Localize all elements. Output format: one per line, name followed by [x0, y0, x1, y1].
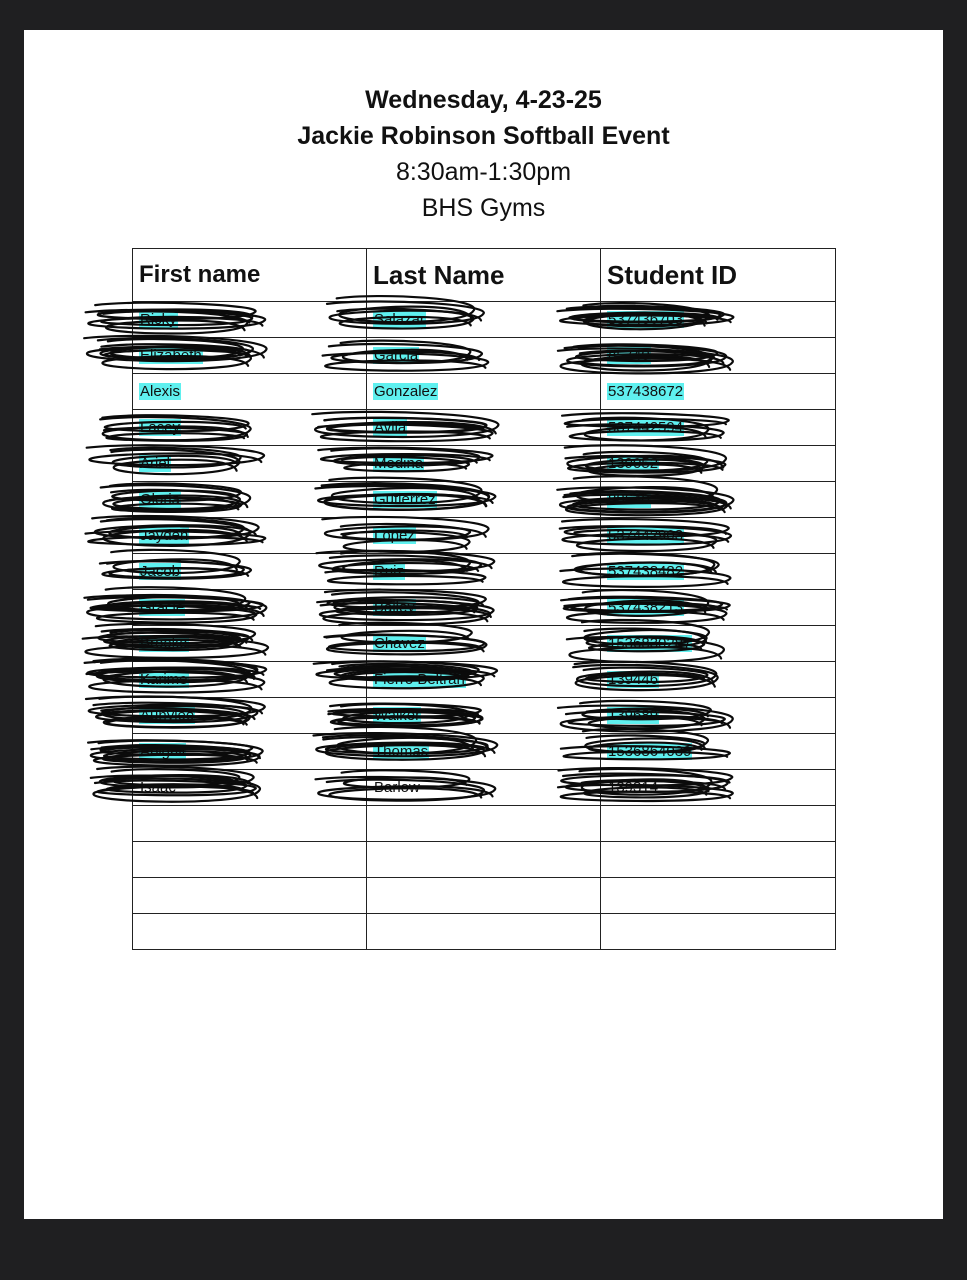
last-name-cell [367, 482, 601, 518]
table-row [133, 914, 836, 950]
cell-text: Abigail [140, 743, 186, 760]
cell-text [139, 923, 141, 940]
cell-text: Ariel [140, 455, 171, 472]
cell-text: Gloria [140, 491, 181, 508]
cell-text: Chavez [374, 635, 425, 652]
table-row [133, 590, 836, 626]
student-id-cell [601, 518, 836, 554]
table-row [133, 518, 836, 554]
first-name-cell [133, 482, 367, 518]
table-row [133, 842, 836, 878]
last-name-cell [367, 806, 601, 842]
cell-text [607, 851, 609, 868]
student-id-cell [601, 698, 836, 734]
cell-text: Bailey [374, 599, 415, 616]
cell-text [373, 923, 375, 940]
first-name-cell [133, 878, 367, 914]
cell-text: Garcia [374, 347, 419, 364]
cell-text [373, 851, 375, 868]
first-name-cell [133, 338, 367, 374]
column-header-last-name: Last Name [367, 249, 601, 302]
column-header-student-id: Student ID [601, 249, 836, 302]
last-name-cell [367, 302, 601, 338]
event-date: Wednesday, 4-23-25 [365, 86, 602, 114]
last-name-cell [367, 410, 601, 446]
student-id-cell [601, 878, 836, 914]
first-name-cell [133, 842, 367, 878]
student-id-cell [601, 302, 836, 338]
cell-text: Gutierrez [374, 491, 436, 508]
cell-text: 537436703 [608, 311, 684, 328]
cell-text: Lopez [374, 527, 415, 544]
table-row [133, 698, 836, 734]
cell-text: 537442594 [608, 419, 684, 436]
table-row [133, 734, 836, 770]
first-name-cell [133, 770, 367, 806]
cell-text: 139446 [608, 671, 659, 688]
last-name-cell [367, 446, 601, 482]
cell-text: 1536830287 [608, 635, 692, 652]
student-id-cell [601, 914, 836, 950]
last-name-cell [367, 914, 601, 950]
last-name-cell [367, 662, 601, 698]
cell-text: 537438213 [608, 599, 684, 616]
cell-text: Elizabeth [140, 347, 202, 364]
cell-text: Medina [374, 455, 424, 472]
cell-text: Gracie [140, 599, 185, 616]
first-name-cell [133, 446, 367, 482]
last-name-cell [367, 698, 601, 734]
first-name-cell [133, 662, 367, 698]
student-id-cell [601, 374, 836, 410]
cell-text: Lacey [140, 419, 181, 436]
student-id-cell [601, 590, 836, 626]
cell-text: 85740 [608, 347, 650, 364]
table-row [133, 554, 836, 590]
last-name-cell [367, 338, 601, 374]
last-name-cell [367, 734, 601, 770]
student-id-cell [601, 770, 836, 806]
cell-text: Jacob [140, 563, 181, 580]
cell-text: 139689 [608, 707, 659, 724]
cell-text: Ruiz [374, 563, 405, 580]
student-id-cell [601, 410, 836, 446]
table-row [133, 482, 836, 518]
cell-text: 1536864039 [608, 743, 692, 760]
last-name-cell [367, 374, 601, 410]
cell-text: 537442903 [608, 527, 684, 544]
cell-text: Jayden [140, 527, 189, 544]
table-row [133, 410, 836, 446]
event-time: 8:30am-1:30pm [395, 158, 572, 186]
document-page [24, 30, 943, 1219]
cell-text: 139052 [608, 455, 659, 472]
cell-text: Avila [374, 419, 407, 436]
first-name-cell [133, 554, 367, 590]
cell-text: 88640 [608, 491, 650, 508]
first-name-cell [133, 734, 367, 770]
cell-text: Gonzalez [374, 383, 438, 400]
student-id-cell [601, 446, 836, 482]
first-name-cell [133, 410, 367, 446]
cell-text: Fierro Beltran [374, 671, 465, 688]
cell-text: 537438482 [608, 563, 684, 580]
cell-text: Brooke [140, 635, 188, 652]
last-name-cell [367, 842, 601, 878]
first-name-cell [133, 518, 367, 554]
student-id-cell [601, 482, 836, 518]
first-name-cell [133, 590, 367, 626]
student-id-cell [601, 842, 836, 878]
first-name-cell [133, 698, 367, 734]
cell-text [607, 815, 609, 832]
first-name-cell [133, 302, 367, 338]
last-name-cell [367, 554, 601, 590]
student-id-cell [601, 554, 836, 590]
student-id-cell [601, 662, 836, 698]
last-name-cell [367, 590, 601, 626]
student-id-cell [601, 806, 836, 842]
column-header-first-name: First name [133, 249, 367, 302]
event-title: Jackie Robinson Softball Event [297, 122, 670, 150]
last-name-cell [367, 878, 601, 914]
cell-text: Barlow [374, 779, 420, 796]
last-name-cell [367, 626, 601, 662]
table-row [133, 770, 836, 806]
cell-text [139, 851, 141, 868]
student-id-cell [601, 338, 836, 374]
first-name-cell [133, 626, 367, 662]
cell-text [139, 815, 141, 832]
cell-text [373, 887, 375, 904]
cell-text: 537438672 [608, 383, 684, 400]
table-row [133, 302, 836, 338]
table-header-row [133, 249, 836, 302]
signup-table [132, 248, 836, 950]
cell-text: Aunylee [140, 707, 195, 724]
cell-text: Ricky [140, 311, 177, 328]
cell-text: Karime [140, 671, 188, 688]
cell-text: Walker [374, 707, 421, 724]
cell-text: Isaac [140, 779, 176, 796]
table-row [133, 626, 836, 662]
cell-text [607, 887, 609, 904]
first-name-cell [133, 806, 367, 842]
first-name-cell [133, 374, 367, 410]
last-name-cell [367, 518, 601, 554]
table-row [133, 662, 836, 698]
cell-text: Alexis [140, 383, 181, 400]
cell-text [139, 887, 141, 904]
cell-text: Salazar [374, 311, 425, 328]
table-row [133, 374, 836, 410]
cell-text: Thomas [374, 743, 429, 760]
last-name-cell [367, 770, 601, 806]
table-row [133, 806, 836, 842]
cell-text [607, 923, 609, 940]
first-name-cell [133, 914, 367, 950]
table-row [133, 878, 836, 914]
event-location: BHS Gyms [421, 194, 546, 222]
cell-text: 139314 [608, 779, 659, 796]
student-id-cell [601, 734, 836, 770]
table-row [133, 446, 836, 482]
table-row [133, 338, 836, 374]
student-id-cell [601, 626, 836, 662]
cell-text [373, 815, 375, 832]
